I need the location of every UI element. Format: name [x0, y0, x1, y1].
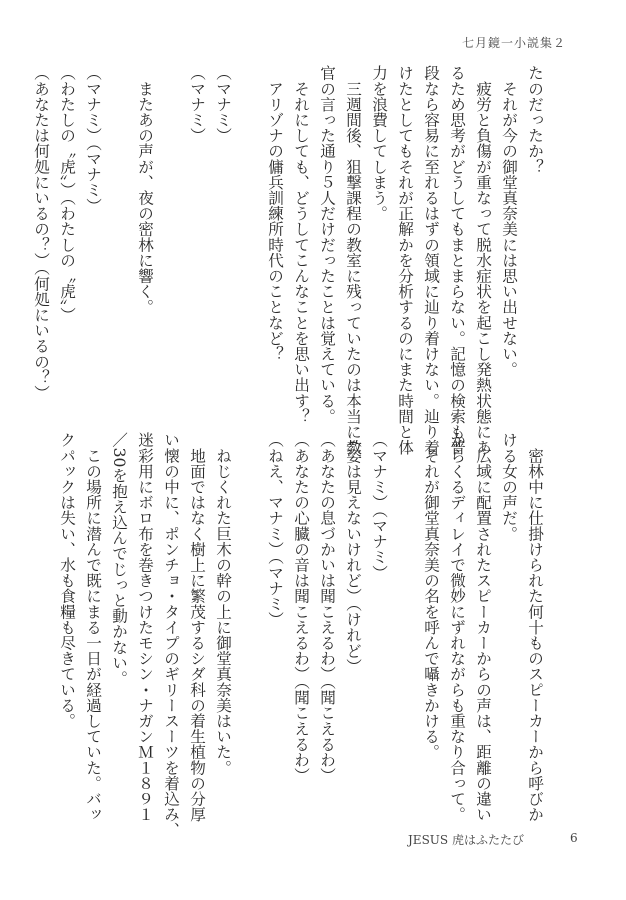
- page-number: 6: [570, 831, 578, 845]
- text-line: 地面ではなく樹上に繁茂するシダ科の着生植物の分厚: [188, 432, 206, 822]
- text-line: この場所に潜んで既にまる一日が経過していた。バッ: [84, 432, 102, 822]
- running-header: 七月鏡一小説集２: [461, 36, 566, 50]
- text-line: ／30を抱え込んでじっと動かない。: [110, 432, 128, 686]
- text-line: それが御堂真奈美の名を呼んで囁きかける。: [422, 432, 440, 760]
- text-line: （あなたは何処にいるの？）（何処にいるの？）: [32, 65, 50, 401]
- text-line: たのだったか？: [526, 65, 544, 175]
- text-line: それにしても、どうしてこんなことを思い出す？: [292, 65, 310, 424]
- text-line: 段なら容易に至れるはずの領域に辿り着けない。辿り着: [422, 65, 440, 455]
- text-line: アリゾナの傭兵訓練所時代のことなど？: [266, 65, 284, 362]
- text-line: 広域に配置されたスピーカーからの声は、距離の違い: [474, 432, 492, 822]
- text-line: （わたしの〝虎〟）（わたしの〝虎〟）: [58, 65, 76, 323]
- text-line: （あなたの息づかいは聞こえるわ）（聞こえるわ）: [318, 432, 336, 783]
- text-block-top: [28, 65, 548, 455]
- text-line: （あなたの心臓の音は聞こえるわ）（聞こえるわ）: [292, 432, 310, 783]
- text-line: ねじくれた巨木の幹の上に御堂真奈美はいた。: [214, 432, 232, 776]
- text-line: 疲労と負傷が重なって脱水症状を起こし発熱状態にあ: [474, 65, 492, 455]
- text-line: （姿は見えないけれど）（けれど）: [344, 432, 362, 674]
- text-line: [392, 432, 418, 797]
- text-line: [158, 65, 184, 395]
- text-line: [236, 432, 262, 797]
- text-line: （マナミ）: [188, 65, 206, 143]
- text-block-bottom: [54, 432, 548, 838]
- text-line: 力を浪費してしまう。: [370, 65, 388, 221]
- text-line: クパックは失い、水も食糧も尽きている。: [58, 432, 76, 729]
- text-line: 迷彩用にボロ布を巻きつけたモシン・ナガンＭ１８９１: [136, 432, 154, 822]
- text-line: 密林中に仕掛けられた何十ものスピーカーから呼びか: [526, 432, 544, 822]
- text-line: [106, 65, 132, 395]
- text-line: （マナミ）（マナミ）: [84, 65, 102, 214]
- text-line: 官の言った通り５人だけだったことは覚えている。: [318, 65, 336, 424]
- text-line: [236, 65, 262, 395]
- text-line: けたとしてもそれが正解かを分析するのにまた時間と体: [396, 65, 414, 455]
- text-line: ける女の声だ。: [500, 432, 518, 542]
- footer-title: JESUS 虎はふたたび: [408, 833, 524, 847]
- text-line: 三週間後、狙撃課程の教室に残っていたのは本当に教: [344, 65, 362, 455]
- text-line: い懐の中に、ポンチョ・タイプのギリースーツを着込み、: [162, 432, 180, 838]
- text-line: それが今の御堂真奈美には思い出せない。: [500, 65, 518, 377]
- text-line: （マナミ）（マナミ）: [370, 432, 388, 581]
- text-line: るため思考がどうしてもまとまらない。記憶の検索も普: [448, 65, 466, 455]
- text-line: （マナミ）: [214, 65, 232, 143]
- text-line: またあの声が、夜の密林に響く。: [136, 65, 154, 315]
- text-line: （ねえ、マナミ）（マナミ）: [266, 432, 284, 627]
- text-line: からくるディレイで微妙にずれながらも重なり合って。: [448, 432, 466, 822]
